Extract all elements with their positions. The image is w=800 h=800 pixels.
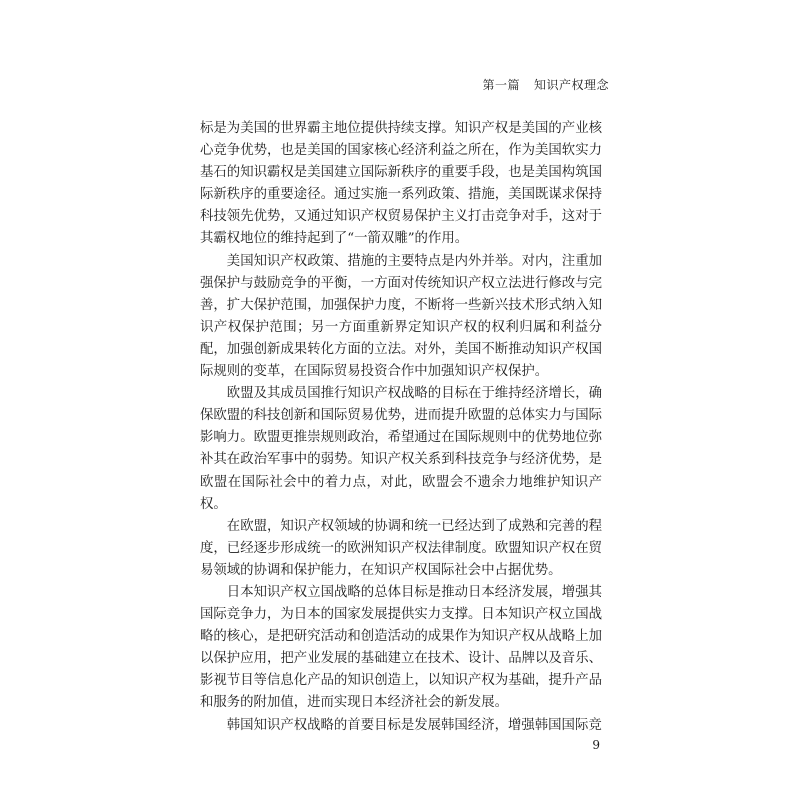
paragraph: 美国知识产权政策、措施的主要特点是内外并举。对内，注重加强保护与鼓励竞争的平衡，一方面对传统知识产权立法进行修改与完善，扩大保护范围，加强保护力度，不断将一些新兴技术形式纳入知识产权保护范围；另一方面重新界定知识产权的权利归属和利益分配，加强创新成果转化方面的立法。对外，美国不断推动知识产权国际规则的变革，在国际贸易投资合作中加强知识产权保护。 (200, 253, 602, 380)
paragraph: 日本知识产权立国战略的总体目标是推动日本经济发展，增强其国际竞争力，为日本的国家发展提供实力支撑。日本知识产权立国战略的核心，是把研究活动和创造活动的成果作为知识产权从战略上加以保护应用，把产业发展的基础建立在技术、设计、品牌以及音乐、影视节目等信息化产品的知识创造上，以知识产权为基础，提升产品和服务的附加值，进而实现日本经济社会的新发展。 (200, 584, 602, 711)
paragraph: 韩国知识产权战略的首要目标是发展韩国经济，增强韩国国际竞 (226, 717, 602, 733)
body-text (200, 118, 602, 737)
paragraph: 欧盟及其成员国推行知识产权战略的目标在于维持经济增长，确保欧盟的科技创新和国际贸易优势，进而提升欧盟的总体实力与国际影响力。欧盟更推崇规则政治，希望通过在国际规则中的优势地位弥补其在政治军事中的弱势。知识产权关系到科技竞争与经济优势，是欧盟在国际社会中的着力点，对此，欧盟会不遗余力地维护知识产权。 (200, 386, 602, 512)
paragraph: 在欧盟，知识产权领域的协调和统一已经达到了成熟和完善的程度，已经逐步形成统一的欧洲知识产权法律制度。欧盟知识产权在贸易领域的协调和保护能力，在知识产权国际社会中占据优势。 (200, 518, 602, 578)
running-head-chapter: 知识产权理念 (533, 78, 609, 92)
page-number: 9 (592, 738, 600, 752)
paragraph-continuation: 标是为美国的世界霸主地位提供持续支撑。知识产权是美国的产业核心竞争优势，也是美国的国家核心经济利益之所在，作为美国软实力基石的知识霸权是美国建立国际新秩序的重要手段，也是美国构筑国际新秩序的重要途径。通过实施一系列政策、措施，美国既谋求保持科技领先优势，又通过知识产权贸易保护主义打击竞争对手，这对于其霸权地位的维持起到了“一箭双雕”的作用。 (200, 121, 602, 247)
running-head-part: 第一篇 (482, 78, 520, 92)
running-head (482, 76, 609, 93)
